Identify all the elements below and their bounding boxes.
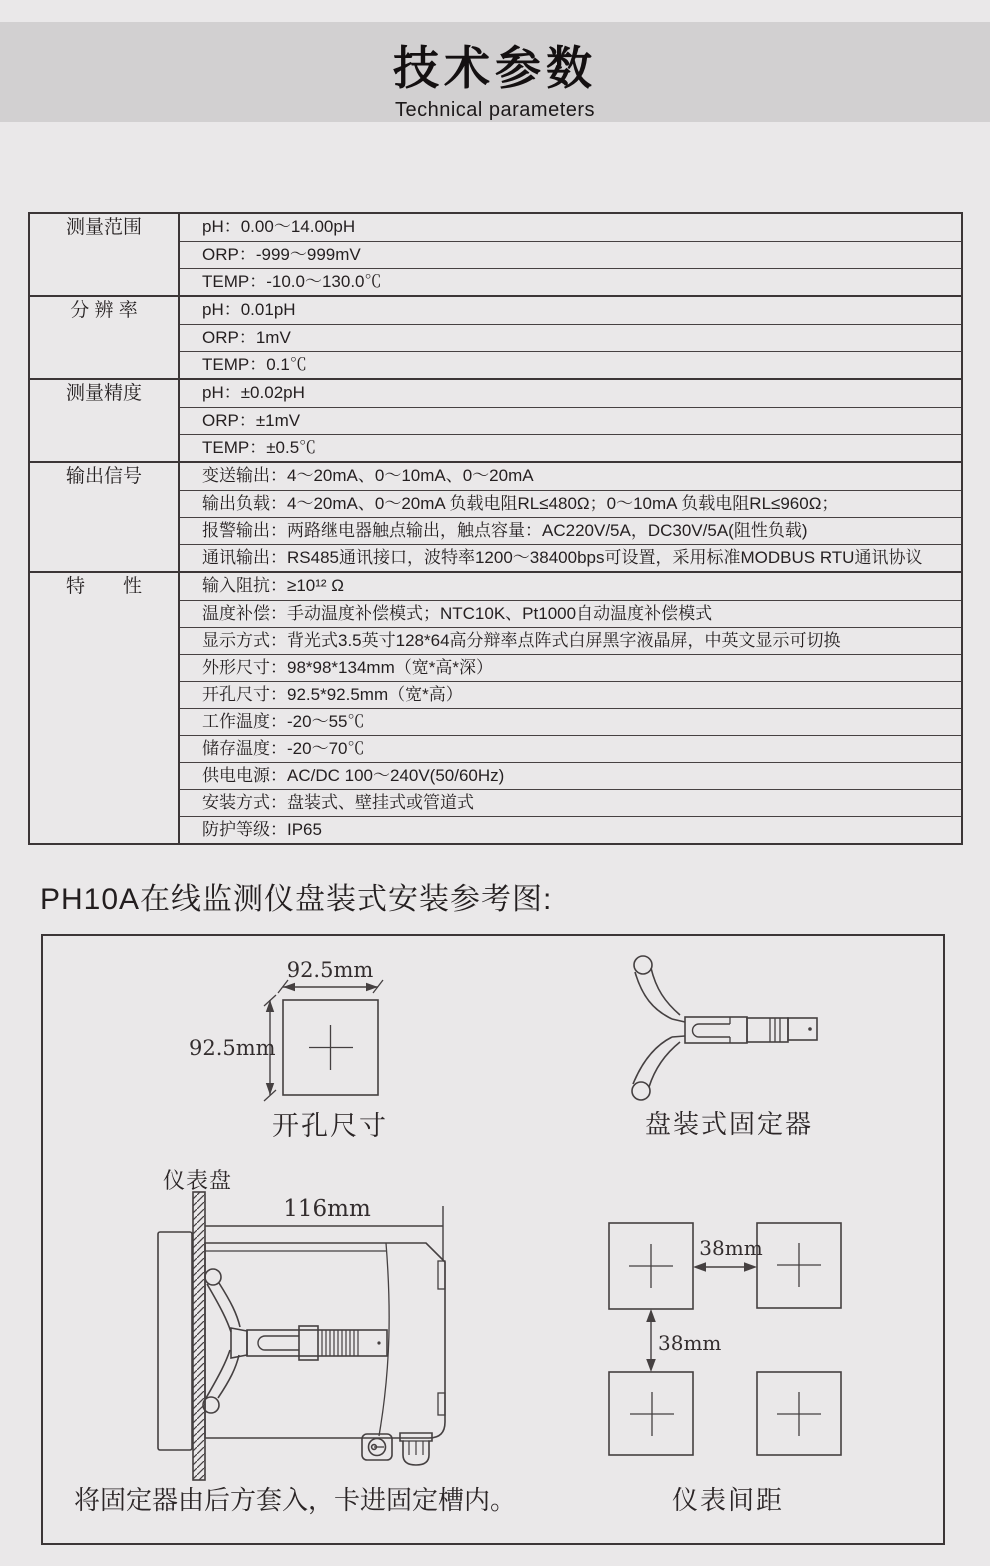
spec-row: 通讯输出：RS485通讯接口，波特率1200～38400bps可设置，采用标准MODBUS RTU通讯协议 [180, 544, 961, 571]
spec-row: 外形尺寸：98*98*134mm（宽*高*深） [180, 654, 961, 681]
spec-row: TEMP：0.1℃ [180, 351, 961, 378]
page-title: 技术参数 [393, 42, 597, 94]
spec-group-label: 输出信号 [30, 463, 180, 571]
installation-diagram [41, 934, 945, 1545]
spec-row: 输出负载：4～20mA、0～20mA 负载电阻RL≤480Ω；0～10mA 负载电阻RL≤960Ω； [180, 490, 961, 517]
panel-label: 仪表盘 [163, 1168, 233, 1193]
spec-group-resolution [30, 295, 961, 378]
spec-group-range [30, 214, 961, 295]
hole-caption: 开孔尺寸 [272, 1111, 388, 1141]
spec-row: 开孔尺寸：92.5*92.5mm（宽*高） [180, 681, 961, 708]
fixture-caption: 盘装式固定器 [645, 1109, 814, 1139]
spec-row: pH：0.01pH [202, 300, 296, 319]
spec-row: 温度补偿：手动温度补偿模式；NTC10K、Pt1000自动温度补偿模式 [180, 600, 961, 627]
hole-height-dimension: 92.5mm [189, 1036, 276, 1060]
section-title: PH10A在线监测仪盘装式安装参考图: [40, 883, 553, 916]
spec-row: 工作温度：-20～55℃ [180, 708, 961, 735]
spacing-v-dimension: 38mm [658, 1331, 722, 1355]
spec-row: 防护等级：IP65 [180, 816, 961, 843]
spec-row: 储存温度：-20～70℃ [180, 735, 961, 762]
page-subtitle: Technical parameters [394, 99, 596, 121]
spec-row: ORP：1mV [180, 324, 961, 351]
hole-width-dimension: 92.5mm [286, 958, 374, 982]
panel-mount-side-view [158, 1192, 445, 1480]
spec-row: 安装方式：盘装式、壁挂式或管道式 [180, 789, 961, 816]
spec-row: ORP：-999～999mV [180, 241, 961, 268]
panel-fixture-diagram [632, 956, 817, 1100]
spec-row: pH：0.00～14.00pH [202, 217, 356, 236]
spec-row: TEMP：±0.5℃ [180, 434, 961, 461]
spec-table [28, 212, 963, 845]
spec-group-label: 测量范围 [30, 214, 180, 295]
spec-group-output [30, 461, 961, 571]
hole-square-diagram [264, 980, 383, 1101]
spec-group-label: 测量精度 [30, 380, 180, 461]
mount-note: 将固定器由后方套入，卡进固定槽内。 [73, 1485, 516, 1515]
spec-row: pH：±0.02pH [202, 383, 305, 402]
spec-row: 输入阻抗：≥10¹² Ω [202, 576, 344, 595]
header-band [0, 22, 990, 122]
spec-group-label: 特 性 [30, 573, 180, 843]
spacing-caption: 仪表间距 [671, 1485, 784, 1515]
spec-row: TEMP：-10.0～130.0℃ [180, 268, 961, 295]
spec-row: ORP：±1mV [180, 407, 961, 434]
spec-row: 供电电源：AC/DC 100～240V(50/60Hz) [180, 762, 961, 789]
spec-group-features [30, 571, 961, 843]
spec-group-accuracy [30, 378, 961, 461]
spec-row: 报警输出：两路继电器触点输出，触点容量：AC220V/5A，DC30V/5A(阻性负载) [180, 517, 961, 544]
spec-row: 变送输出：4～20mA、0～10mA、0～20mA [202, 466, 534, 485]
spacing-h-dimension: 38mm [699, 1236, 763, 1260]
spec-row: 显示方式：背光式3.5英寸128*64高分辩率点阵式白屏黑字液晶屏，中英文显示可切换 [180, 627, 961, 654]
spec-group-label: 分 辨 率 [30, 297, 180, 378]
depth-dimension: 116mm [283, 1196, 371, 1222]
